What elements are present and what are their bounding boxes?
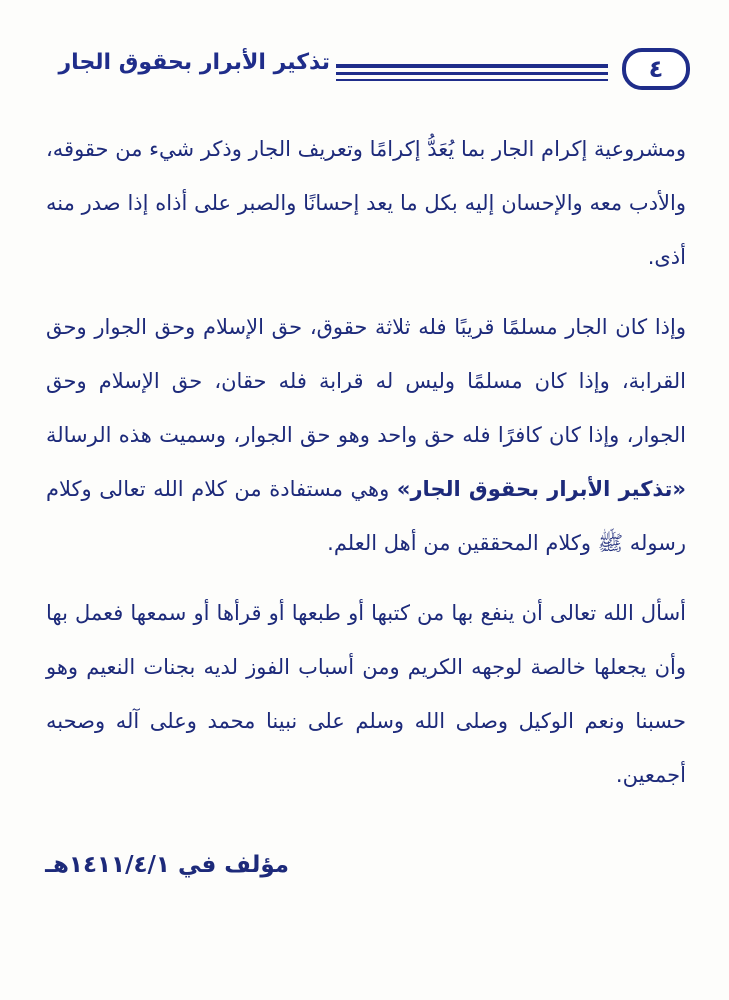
header-rule-thin	[336, 79, 608, 81]
page-number-badge	[622, 48, 690, 90]
page-number: ٤	[648, 55, 664, 83]
running-title: تذكير الأبرار بحقوق الجار	[58, 50, 330, 75]
authored-date: مؤلف في ١٤١١/٤/١هـ	[45, 852, 289, 878]
header-rule-thick	[336, 64, 608, 68]
treatise-title: «تذكير الأبرار بحقوق الجار»	[396, 477, 687, 501]
paragraph-1: ومشروعية إكرام الجار بما يُعَدُّ إكرامًا وتعريف الجار وذكر شيء من حقوقه، والأدب معه والإحسان إليه بكل ما يعد إحسانًا والصبر على أذاه إذا صدر منه أذى.	[46, 137, 686, 269]
page-header	[40, 46, 690, 98]
paragraph-2-before: وإذا كان الجار مسلمًا قريبًا فله ثلاثة حقوق، حق الإسلام وحق الجوار وحق القرابة، وإذا كان مسلمًا وليس له قرابة فله حقان، حق الإسلام وحق الجوار، وإذا كان كافرًا فله حق واحد وهو حق الجوار، وسميت هذه الرسالة	[46, 315, 686, 447]
paragraph-3: أسأل الله تعالى أن ينفع بها من كتبها أو طبعها أو قرأها أو سمعها فعمل بها وأن يجعلها خالصة لوجهه الكريم ومن أسباب الفوز لديه بجنات النعيم وهو حسبنا ونعم الوكيل وصلى الله وسلم على نبينا محمد وعلى آله وصحبه أجمعين.	[46, 601, 686, 787]
paragraph-2	[46, 300, 686, 570]
paragraph-2-after: وهي مستفادة من كلام الله تعالى وكلام رسوله ﷺ وكلام المحققين من أهل العلم.	[46, 477, 686, 555]
header-rule-medium	[336, 72, 608, 75]
body-text	[46, 122, 686, 818]
